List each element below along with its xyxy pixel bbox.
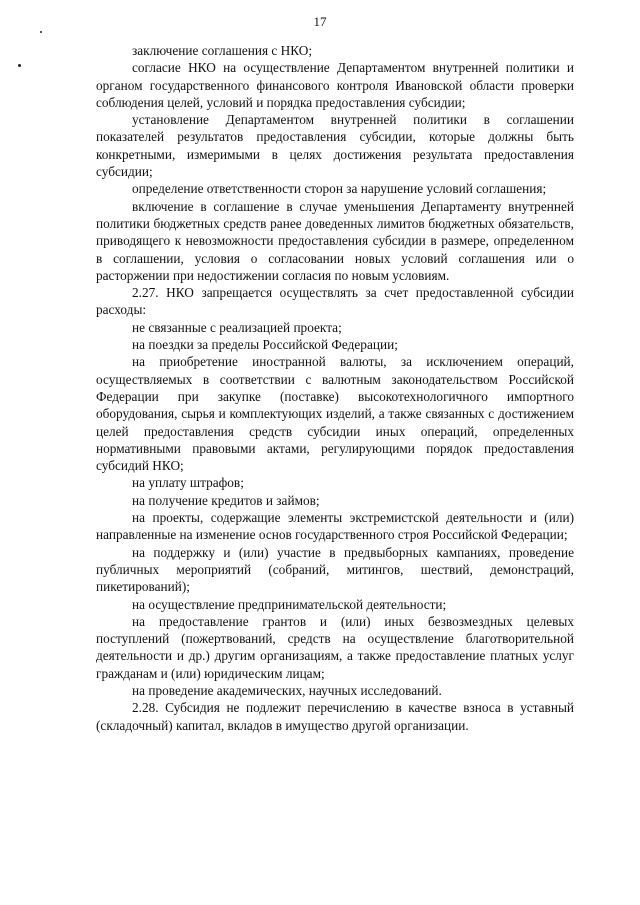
paragraph: на проведение академических, научных исследований.: [132, 682, 442, 698]
paragraph: на осуществление предпринимательской деятельности;: [132, 596, 447, 612]
paragraph: на поддержку и (или) участие в предвыборных кампаниях, проведение публичных мероприятий (собраний, митингов, шествий, демонстраций, пикетирований);: [96, 544, 574, 595]
paragraph: на приобретение иностранной валюты, за исключением операций, осуществляемых в соответствии с валютным законодательством Российской Федерации при закупке (поставке) высокотехнологичного импортного оборудования, сырья и комплектующих изделий, а также связанных с достижением целей предоставления средств субсидии иных операций, определенных нормативными правовыми актами, регулирующими порядок предоставления субсидий НКО;: [96, 354, 574, 474]
paragraph: на поездки за пределы Российской Федерации;: [132, 337, 398, 353]
paragraph: 2.27. НКО запрещается осуществлять за счет предоставленной субсидии расходы:: [96, 285, 574, 318]
page-number: 17: [313, 14, 327, 29]
document-body: [96, 42, 574, 734]
paragraph: согласие НКО на осуществление Департаментом внутренней политики и органом государственного финансового контроля Ивановской области проверки соблюдения целей, условий и порядка предоставления субсидии;: [96, 60, 574, 110]
paragraph: определение ответственности сторон за нарушение условий соглашения;: [132, 181, 547, 197]
paragraph: заключение соглашения с НКО;: [132, 43, 313, 58]
paragraph: не связанные с реализацией проекта;: [132, 319, 342, 335]
paragraph: на предоставление грантов и (или) иных безвозмездных целевых поступлений (пожертвований, средств на осуществление благотворительной деятельности и др.) другим организациям, а также предоставление платных услуг гражданам и (или) юридическим лицам;: [96, 613, 574, 681]
scan-speck: [18, 64, 21, 67]
paragraph: 2.28. Субсидия не подлежит перечислению в качестве взноса в уставный (складочный) капитал, вкладов в имущество другой организации.: [96, 700, 574, 733]
paragraph: включение в соглашение в случае уменьшения Департаменту внутренней политики бюджетных средств ранее доведенных лимитов бюджетных обязательств, приводящего к невозможности предоставления субсидии в размере, определенном в соглашении, условия о согласовании новых условий соглашения или о расторжении при недостижении согласия по новым условиям.: [96, 198, 574, 283]
paragraph: на получение кредитов и займов;: [132, 492, 320, 508]
paragraph: установление Департаментом внутренней политики в соглашении показателей результатов предоставления субсидии, которые должны быть конкретными, измеримыми в целях достижения результата предоставления субсидии;: [96, 112, 574, 180]
paragraph: на уплату штрафов;: [132, 475, 244, 491]
scan-speck: [40, 31, 42, 33]
paragraph: на проекты, содержащие элементы экстремистской деятельности и (или) направленные на изменение основ государственного строя Российской Федерации;: [96, 510, 574, 543]
